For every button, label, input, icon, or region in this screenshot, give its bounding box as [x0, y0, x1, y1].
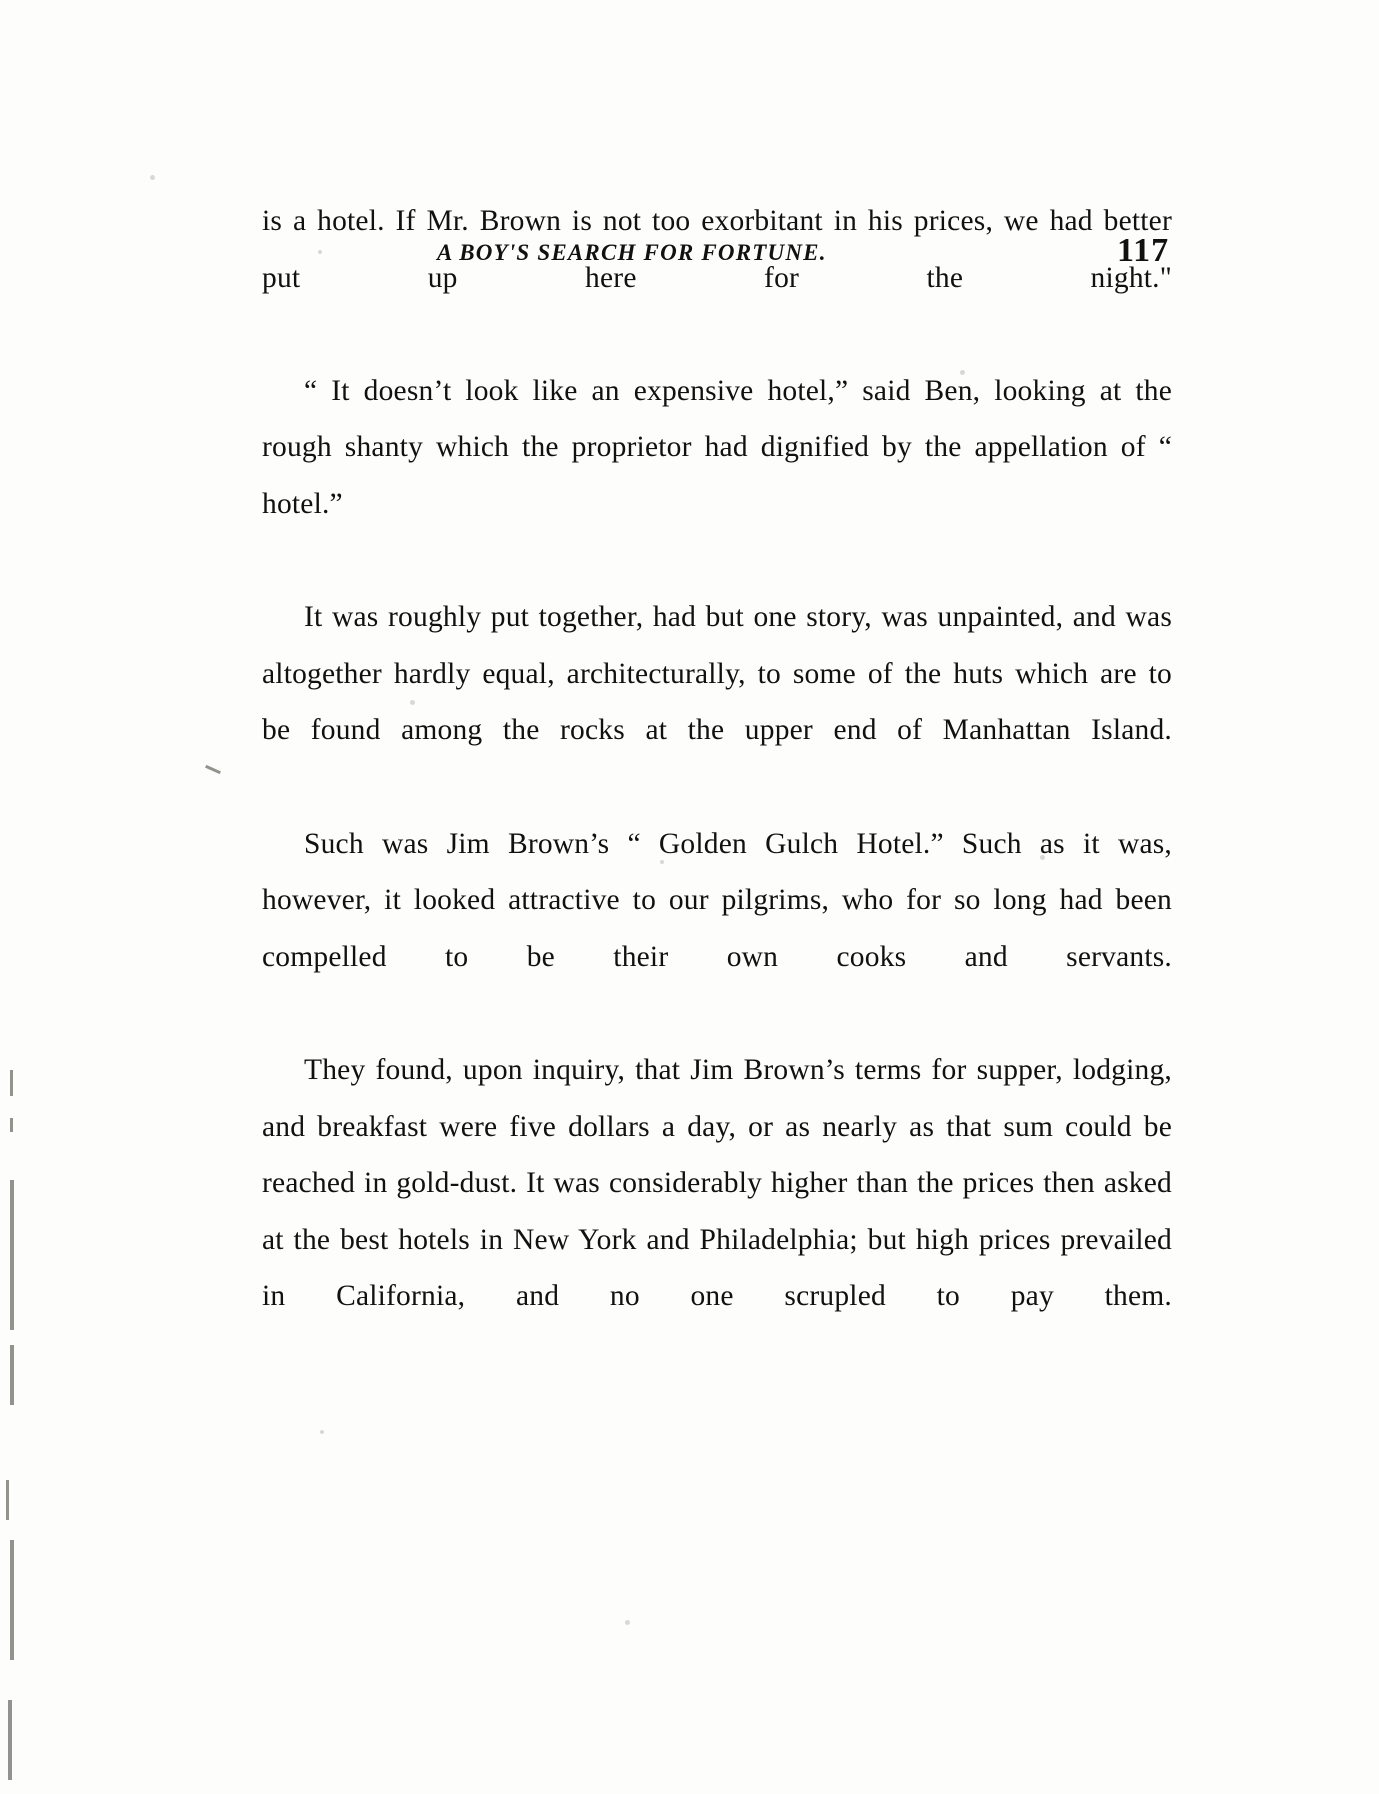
scan-artifact	[10, 1118, 13, 1132]
paragraph: It was roughly put together, had but one story, was unpainted, and was altogether hardly equal, architecturally, to some of the huts which are to be found among the rocks at the upper end of Manhattan Island.	[262, 601, 1172, 747]
scan-artifact	[6, 1480, 9, 1520]
scan-artifact	[8, 1700, 12, 1780]
scan-artifact	[10, 1345, 14, 1405]
page-body	[262, 193, 1172, 1381]
scan-artifact	[205, 765, 221, 774]
scan-speck	[625, 1620, 630, 1625]
page-number: 117	[1117, 232, 1170, 269]
scan-artifact	[10, 1540, 14, 1660]
running-title: A BOY'S SEARCH FOR FORTUNE.	[437, 240, 827, 265]
paragraph: They found, upon inquiry, that Jim Brown’s terms for supper, lodging, and breakfast were five dollars a day, or as nearly as that sum could be reached in gold-dust. It was considerably higher than the prices then asked at the best hotels in New York and Philadelphia; but high prices prevailed in California, and no one scrupled to pay them.	[262, 1053, 1172, 1313]
scan-artifact	[10, 1180, 14, 1330]
scan-speck	[320, 1430, 324, 1434]
scan-speck	[150, 175, 155, 180]
paragraph: “ It doesn’t look like an expensive hotel,” said Ben, looking at the rough shanty which the proprietor had dignified by the appellation of “ hotel.”	[262, 374, 1172, 520]
paragraph: is a hotel. If Mr. Brown is not too exorbitant in his prices, we had better put up here for the night."	[262, 205, 1172, 294]
paragraph: Such was Jim Brown’s “ Golden Gulch Hotel.” Such as it was, however, it looked attractive to our pilgrims, who for so long had been compelled to be their own cooks and servants.	[262, 827, 1172, 973]
scan-artifact	[10, 1070, 13, 1096]
